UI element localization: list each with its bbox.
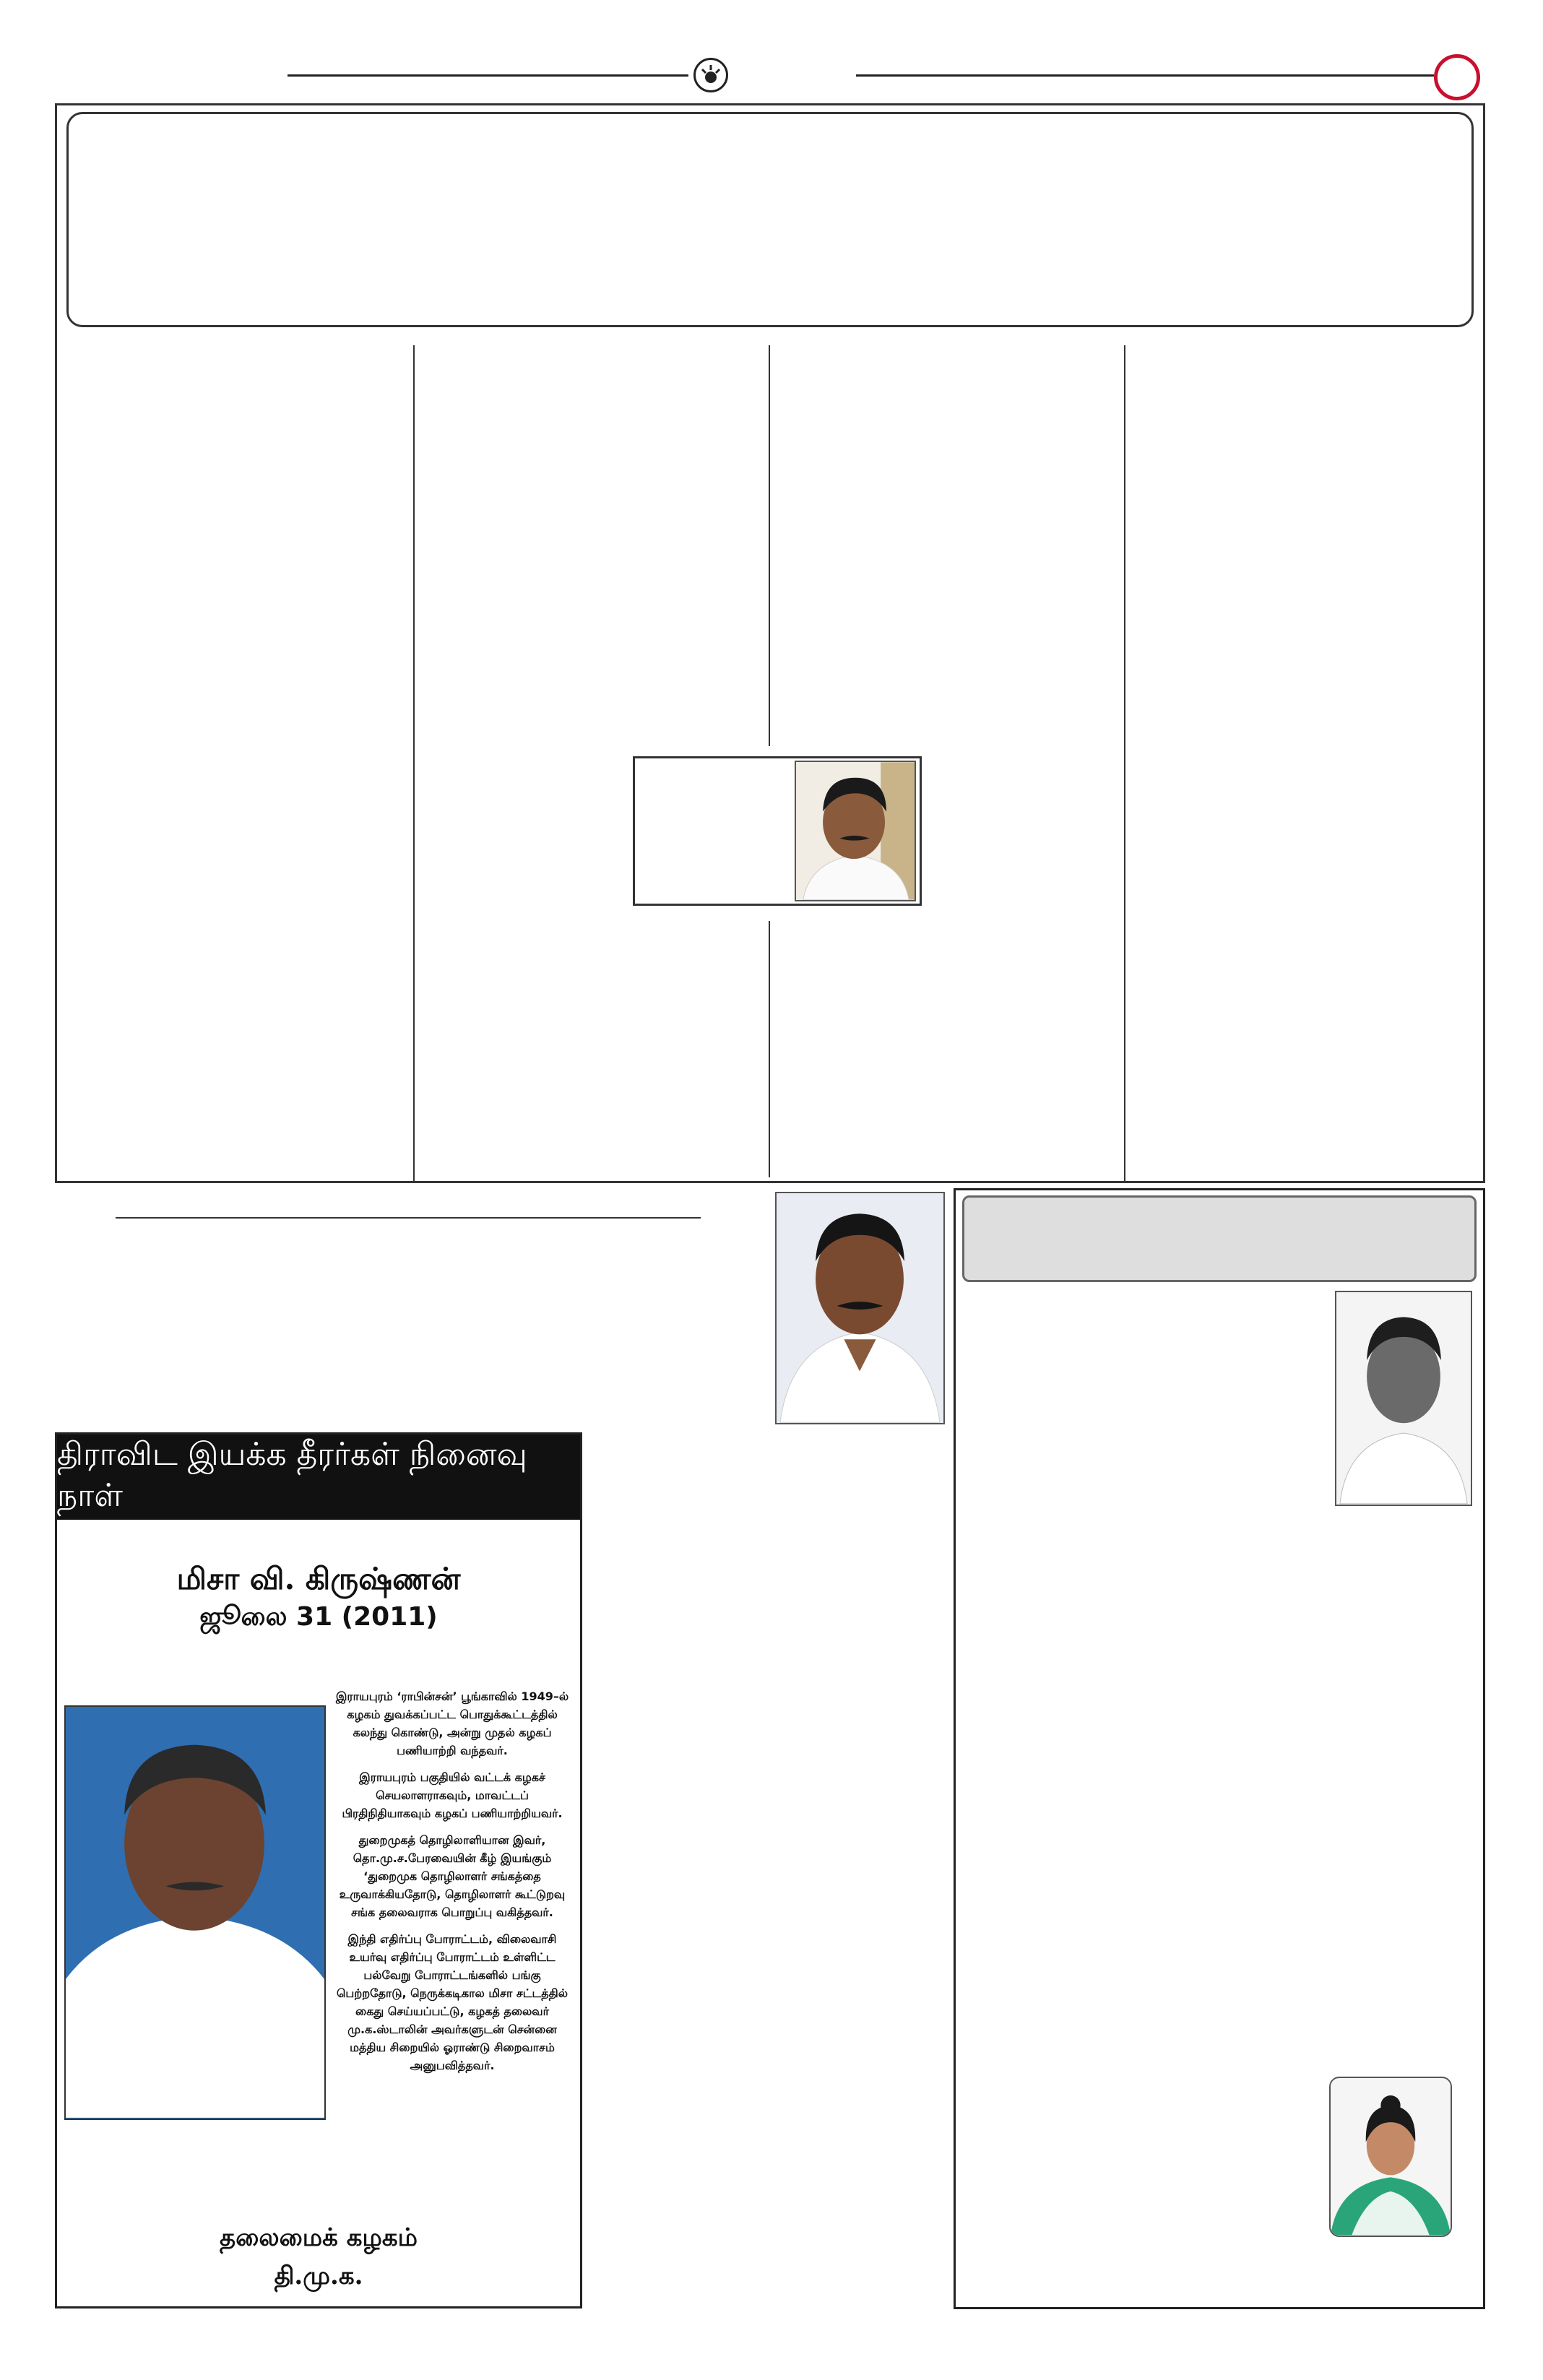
header-rule-left [288, 74, 688, 77]
obituary-banner-title: திராவிட இயக்க தீரர்கள் நினைவு நாள் [57, 1435, 580, 1520]
column-divider-2b [769, 921, 770, 1177]
obituary-bio [333, 1687, 571, 2083]
obituary-name: மிசா வி. கிருஷ்ணன் [176, 1561, 461, 1596]
obituary-paragraph: இந்தி எதிர்ப்பு போராட்டம், விலைவாசி உயர்வு எதிர்ப்பு போராட்டம் உள்ளிட்ட பல்வேறு போராட்டங்களில் பங்கு பெற்றதோடு, நெருக்கடிகால மிசா சட்டத்தில் கைது செய்யப்பட்டு, கழகத் தலைவர் மு.க.ஸ்டாலின் அவர்களுடன் சென்னை மத்திய சிறையில் ஓராண்டு சிறைவாசம் அனுபவித்தவர். [336, 1932, 569, 2072]
page-number-circle-icon [1434, 54, 1480, 100]
obituary-footer-party: தி.மு.க. [274, 2262, 363, 2290]
right-article-banner [962, 1195, 1477, 1282]
obituary-date: ஜூலை 31 (2011) [199, 1602, 438, 1632]
portrait-photo-icon [1335, 1291, 1472, 1506]
column-divider-2 [769, 345, 770, 746]
column-divider-1 [413, 345, 415, 1181]
obituary-paragraph: இராயபுரம் ‘ராபின்சன்’ பூங்காவில் 1949–ல் கழகம் துவக்கப்பட்ட பொதுக்கூட்டத்தில் கலந்து கொண்டு, அன்று முதல் கழகப் பணியாற்றி வந்தவர். [335, 1689, 569, 1757]
obituary-box [55, 1432, 582, 2308]
headline-banner [66, 112, 1474, 327]
obituary-footer-org: தலைமைக் கழகம் [220, 2223, 418, 2252]
header-rule-right [856, 74, 1434, 77]
portrait-photo-icon [64, 1705, 326, 2120]
obituary-paragraph: துறைமுகத் தொழிலாளியான இவர், தொ.மு.ச.பேரவையின் கீழ் இயங்கும் ‘துறைமுக தொழிலாளர் சங்கத்தை உருவாக்கியதோடு, தொழிலாளர் கூட்டுறவு சங்க தலைவராக பொறுப்பு வகித்தவர். [339, 1833, 566, 1919]
column-divider-3 [1124, 345, 1125, 1181]
obituary-paragraph: இராயபுரம் பகுதியில் வட்டக் கழகச் செயலாளராகவும், மாவட்டப் பிரதிநிதியாகவும் கழகப் பணியாற்றியவர். [342, 1770, 563, 1820]
rising-sun-emblem-icon [693, 58, 728, 92]
portrait-photo-icon [775, 1192, 945, 1424]
portrait-photo-icon [1329, 2077, 1452, 2237]
section-divider [116, 1217, 701, 1219]
portrait-photo-icon [795, 761, 916, 901]
